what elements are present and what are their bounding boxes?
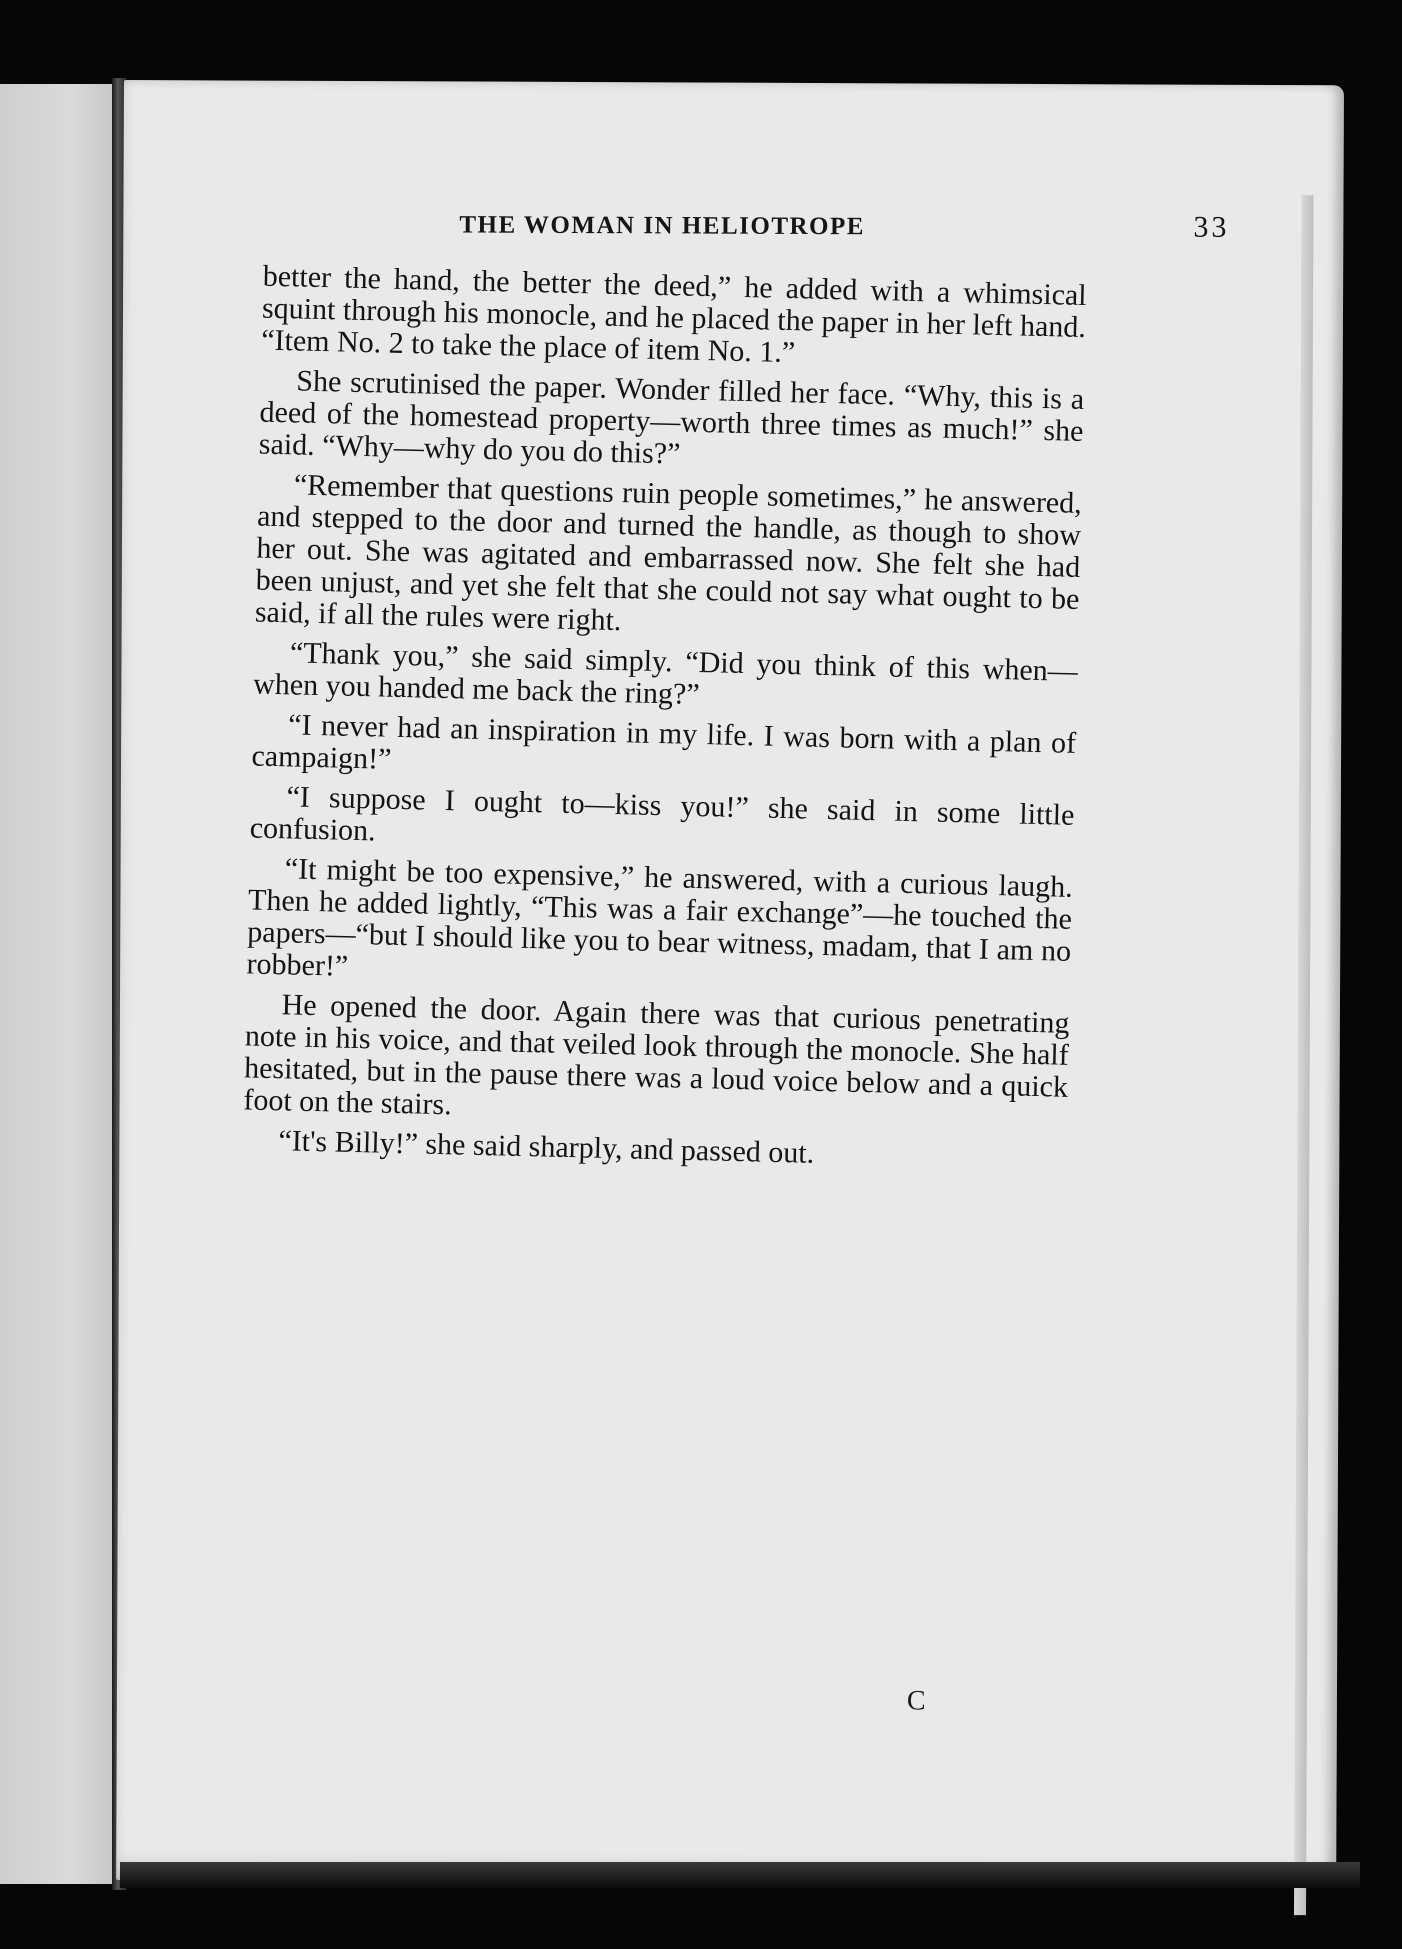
book-page <box>116 80 1344 1885</box>
paragraph: “It might be too expensive,” he answered, with a curious laugh. Then he added lightly, “This was a fair exchange”—he touched the papers—“but I should like you to bear witness, madam, that I am no robber!” <box>246 852 1074 983</box>
running-head <box>459 210 1230 244</box>
page-bottom-edge <box>120 1862 1360 1888</box>
paragraph: better the hand, the better the deed,” he added with a whimsical squint through his monocle, and he placed the paper in her left hand. “Item No. 2 to take the place of item No. 1.” <box>260 259 1088 370</box>
paragraph: “It's Billy!” she said sharply, and passed out. <box>278 1124 815 1170</box>
paragraph: “Thank you,” she said simply. “Did you think of this when—when you handed me back the ring?” <box>252 636 1079 712</box>
facing-page-edge <box>0 84 118 1884</box>
page-number: 33 <box>1193 210 1230 244</box>
running-title: THE WOMAN IN HELIOTROPE <box>459 211 866 241</box>
paragraph: “Remember that questions ruin people sometimes,” he answered, and stepped to the door and turned the handle, as though to show her out. She was agitated and embarrassed now. She felt she had been unjust, and yet she felt that she could not say what ought to be said, if all the rules were right. <box>254 468 1083 638</box>
signature-mark: C <box>906 1685 926 1717</box>
body-text <box>242 261 1087 1184</box>
paragraph: She scrutinised the paper. Wonder filled her face. “Why, this is a deed of the homestead property—worth three times as much!” she said. “Why—why do you do this?” <box>258 364 1085 471</box>
paragraph: “I suppose I ought to—kiss you!” she said in some little confusion. <box>249 780 1075 848</box>
page-fore-edge <box>1294 195 1314 1915</box>
paragraph: He opened the door. Again there was that curious penetrating note in his voice, and that veiled look through the monocle. She half hesitated, but in the pause there was a loud voice below and a quick foot on the stairs. <box>243 988 1070 1122</box>
paragraph: “I never had an inspiration in my life. I was born with a plan of campaign!” <box>251 708 1077 776</box>
